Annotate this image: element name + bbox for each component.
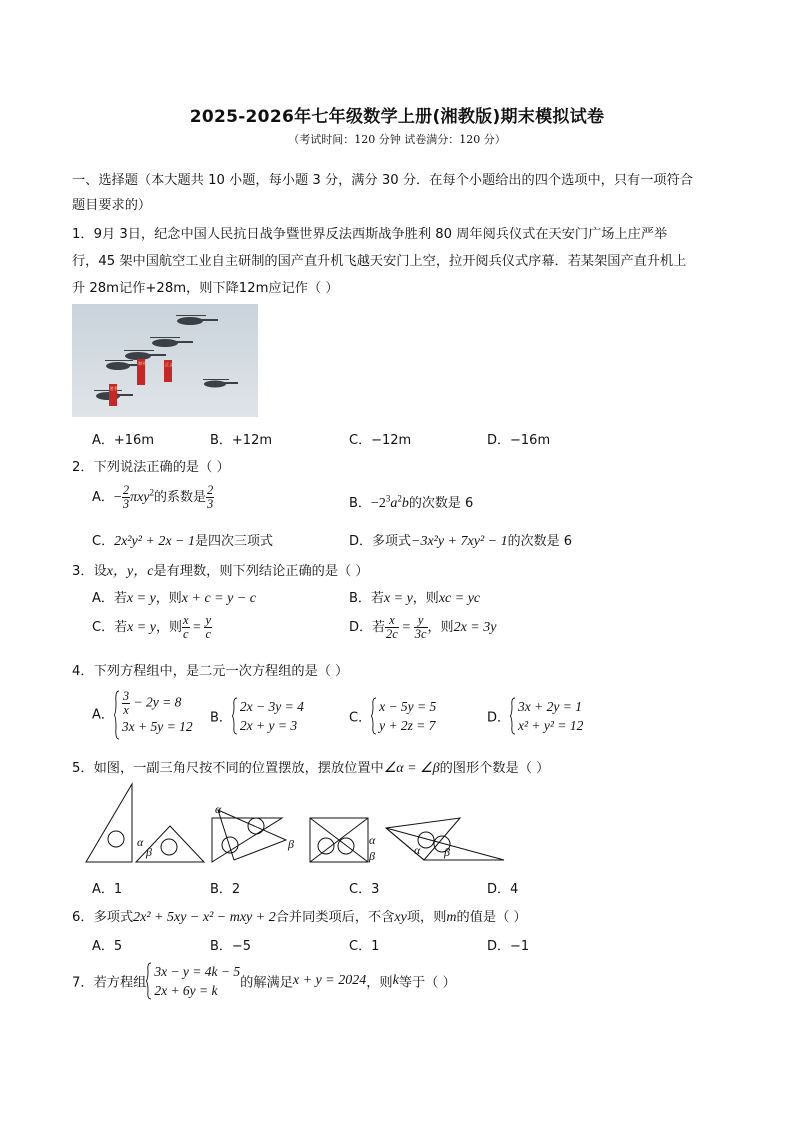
fraction: $\frac{2}{3}$: [122, 483, 130, 511]
page-title: 2025-2026年七年级数学上册(湘教版)期末模拟试卷: [189, 107, 605, 127]
q5-option-a[interactable]: A．1: [92, 882, 123, 897]
q3-stem: 3．设x，y，c是有理数，则下列结论正确的是（ ）: [72, 564, 369, 579]
q3-option-b[interactable]: B．若x = y，则xc = yc: [349, 591, 481, 606]
q2-option-d[interactable]: D．多项式−3x²y + 7xy² − 1的次数是 6: [349, 534, 573, 549]
q3-option-a[interactable]: A．若x = y，则x + c = y − c: [92, 591, 256, 606]
equation-system: 3x − y = 4k − 5 2x + 6y = k: [146, 962, 240, 1000]
q5-option-c[interactable]: C．3: [349, 882, 380, 897]
q4-option-a[interactable]: A． $\frac{3}{x}$ − 2y = 8 3x + 5y = 12: [92, 690, 193, 736]
figure-4: [386, 818, 504, 860]
q3-option-d[interactable]: D．若 $\frac{x}{2c}$ = $\frac{y}{3c}$ ，则2x = 3y: [349, 613, 497, 641]
q6-option-c[interactable]: C．1: [349, 939, 380, 954]
svg-text:β: β: [369, 849, 375, 863]
q1-stem-line1: 1．9月 3日，纪念中国人民抗日战争暨世界反法西斯战争胜利 80 周年阅兵仪式在天安门广场上庄严举: [72, 227, 668, 242]
q4-option-c[interactable]: C． x − 5y = 5 y + 2z = 7: [349, 699, 437, 733]
svg-text:β: β: [146, 845, 152, 859]
q6-option-d[interactable]: D．−1: [487, 939, 530, 954]
q2-option-c[interactable]: C．2x²y² + 2x − 1是四次三项式: [92, 534, 274, 549]
equation-system: 3x + 2y = 1 x² + y² = 12: [510, 697, 583, 735]
q1-option-c[interactable]: C．−12m: [349, 433, 412, 448]
q1-stem-line3: 升 28m记作+28m，则下降12m应记作（ ）: [72, 281, 339, 296]
banner-text: 胜利: [110, 386, 118, 391]
fraction: $\frac{x}{c}$: [182, 613, 189, 641]
equation-system: x − 5y = 5 y + 2z = 7: [371, 697, 436, 735]
q1-stem-line2: 行，45 架中国航空工业自主研制的国产直升机飞越天安门上空，拉开阅兵仪式序幕．若某架国产直升机上: [72, 254, 687, 269]
q6-option-b[interactable]: B．−5: [210, 939, 252, 954]
svg-text:β: β: [288, 837, 294, 851]
svg-text:β: β: [444, 845, 450, 859]
svg-text:α: α: [215, 802, 222, 816]
fraction: $\frac{y}{3c}$: [414, 613, 427, 641]
q6-stem: 6．多项式2x² + 5xy − x² − mxy + 2合并同类项后，不含xy项，则m的值是（ ）: [72, 910, 527, 925]
equation-system: $\frac{3}{x}$ − 2y = 8 3x + 5y = 12: [114, 690, 193, 736]
triangle-rulers-figure: [84, 782, 514, 866]
section-heading-cont: 题目要求的）: [72, 198, 152, 213]
equation-system: 2x − 3y = 4 2x + y = 3: [232, 697, 304, 735]
helicopter-photo: [72, 304, 258, 417]
q5-stem: 5．如图，一副三角尺按不同的位置摆放，摆放位置中∠α = ∠β的图形个数是（ ）: [72, 761, 550, 776]
q3-option-c[interactable]: C．若x = y，则 $\frac{x}{c}$ = $\frac{y}{c}$: [92, 613, 211, 641]
exam-subtitle: （考试时间：120 分钟 试卷满分：120 分）: [288, 133, 506, 146]
fraction: $\frac{x}{2c}$: [386, 613, 398, 641]
section-heading: 一、选择题（本大题共 10 小题，每小题 3 分，满分 30 分．在每个小题给出的四个选项中，只有一项符合: [72, 173, 693, 188]
q7-stem: 7．若方程组 3x − y = 4k − 5 2x + 6y = k 的解满足x + y = 2024，则k等于（ ）: [72, 964, 456, 998]
svg-text:α: α: [137, 835, 144, 849]
q5-option-d[interactable]: D．4: [487, 882, 519, 897]
q2-stem: 2．下列说法正确的是（ ）: [72, 460, 230, 475]
q2-option-b[interactable]: B．$-2^3a^2b$的次数是 6: [349, 493, 474, 511]
svg-text:α: α: [369, 833, 376, 847]
q2-option-a[interactable]: A．− $\frac{2}{3}$ πxy$^2$的系数是 $\frac{2}{3}$: [92, 483, 214, 511]
q4-option-b[interactable]: B． 2x − 3y = 4 2x + y = 3: [210, 699, 304, 733]
figure-1: [86, 784, 204, 862]
q4-option-d[interactable]: D． 3x + 2y = 1 x² + y² = 12: [487, 699, 584, 733]
q6-option-a[interactable]: A．5: [92, 939, 123, 954]
q1-option-b[interactable]: B．+12m: [210, 433, 273, 448]
q1-option-a[interactable]: A．+16m: [92, 433, 154, 448]
figure-3: [310, 818, 376, 863]
banner-text: 和平: [138, 361, 146, 366]
q1-option-d[interactable]: D．−16m: [487, 433, 551, 448]
banner-text: 正义: [165, 362, 173, 367]
fraction: $\frac{y}{c}$: [205, 613, 211, 641]
q5-option-b[interactable]: B．2: [210, 882, 241, 897]
fraction: $\frac{2}{3}$: [207, 483, 214, 511]
q4-stem: 4．下列方程组中，是二元一次方程组的是（ ）: [72, 664, 349, 679]
figure-2: [212, 802, 294, 862]
svg-text:α: α: [414, 843, 421, 857]
